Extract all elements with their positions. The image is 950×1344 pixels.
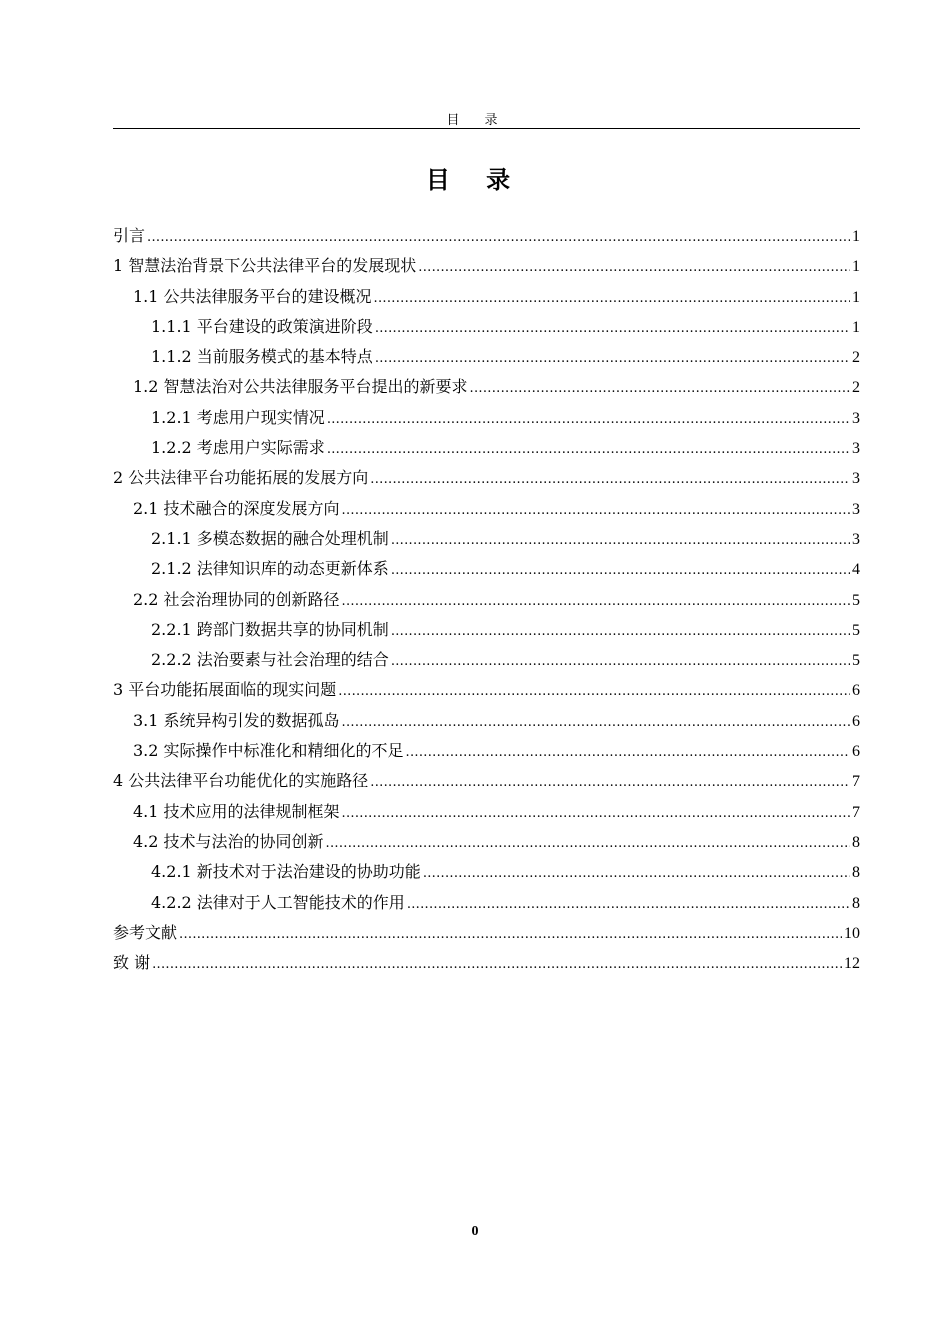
toc-entry-page: 5 bbox=[852, 591, 860, 609]
toc-entry-page: 2 bbox=[852, 379, 860, 397]
toc-entry-page: 7 bbox=[852, 803, 860, 821]
toc-entry-page: 4 bbox=[852, 561, 860, 579]
toc-entry[interactable] bbox=[113, 312, 860, 342]
toc-entry[interactable] bbox=[113, 706, 860, 736]
toc-entry[interactable] bbox=[113, 797, 860, 827]
toc-entry-label: 1.1.1 平台建设的政策演进阶段 bbox=[151, 316, 373, 336]
toc-entry[interactable] bbox=[113, 282, 860, 312]
toc-entry[interactable] bbox=[113, 221, 860, 251]
toc-entry-page: 1 bbox=[852, 258, 860, 276]
table-of-contents bbox=[113, 221, 860, 978]
toc-entry-page: 6 bbox=[852, 743, 860, 761]
toc-entry-label: 4.1 技术应用的法律规制框架 bbox=[133, 801, 340, 821]
toc-entry-page: 8 bbox=[852, 833, 860, 851]
toc-entry-page: 1 bbox=[852, 318, 860, 336]
toc-entry-label: 4 公共法律平台功能优化的实施路径 bbox=[113, 771, 369, 791]
toc-leader-dots bbox=[342, 494, 850, 526]
toc-leader-dots bbox=[406, 736, 850, 768]
toc-entry[interactable] bbox=[113, 403, 860, 433]
toc-entry-label: 2.2.1 跨部门数据共享的协同机制 bbox=[151, 619, 389, 639]
toc-entry-label: 2.1.2 法律知识库的动态更新体系 bbox=[151, 559, 389, 579]
toc-leader-dots bbox=[327, 403, 850, 435]
toc-entry-label: 参考文献 bbox=[113, 922, 178, 942]
toc-leader-dots bbox=[391, 554, 850, 586]
toc-entry[interactable] bbox=[113, 372, 860, 402]
toc-entry-label: 1 智慧法治背景下公共法律平台的发展现状 bbox=[113, 256, 417, 276]
toc-entry-page: 3 bbox=[852, 409, 860, 427]
toc-leader-dots bbox=[375, 342, 850, 374]
header-rule bbox=[113, 128, 860, 129]
toc-entry-label: 4.2 技术与法治的协同创新 bbox=[133, 831, 324, 851]
toc-leader-dots bbox=[391, 524, 850, 556]
toc-entry-page: 1 bbox=[852, 228, 860, 245]
toc-entry-label: 1.1 公共法律服务平台的建设概况 bbox=[133, 286, 372, 306]
toc-entry[interactable] bbox=[113, 827, 860, 857]
toc-entry[interactable] bbox=[113, 251, 860, 281]
toc-entry[interactable] bbox=[113, 645, 860, 675]
toc-leader-dots bbox=[327, 433, 850, 465]
toc-entry-label: 4.2.2 法律对于人工智能技术的作用 bbox=[151, 892, 405, 912]
toc-leader-dots bbox=[338, 675, 850, 707]
toc-entry-label: 2.1.1 多模态数据的融合处理机制 bbox=[151, 528, 389, 548]
toc-entry[interactable] bbox=[113, 948, 860, 978]
toc-entry[interactable] bbox=[113, 857, 860, 887]
toc-entry[interactable] bbox=[113, 585, 860, 615]
toc-entry-label: 3 平台功能拓展面临的现实问题 bbox=[113, 680, 337, 700]
toc-leader-dots bbox=[179, 918, 842, 950]
toc-leader-dots bbox=[370, 766, 850, 798]
toc-entry[interactable] bbox=[113, 342, 860, 372]
toc-entry-page: 1 bbox=[852, 288, 860, 306]
toc-entry[interactable] bbox=[113, 918, 860, 948]
toc-entry[interactable] bbox=[113, 675, 860, 705]
toc-entry[interactable] bbox=[113, 736, 860, 766]
toc-leader-dots bbox=[470, 372, 850, 404]
toc-entry-label: 3.1 系统异构引发的数据孤岛 bbox=[133, 710, 340, 730]
toc-leader-dots bbox=[423, 857, 850, 889]
footer-page-number: 0 bbox=[471, 1224, 479, 1239]
toc-leader-dots bbox=[391, 615, 850, 647]
toc-entry[interactable] bbox=[113, 766, 860, 796]
toc-entry-page: 10 bbox=[844, 924, 860, 942]
toc-entry-label: 1.2.1 考虑用户现实情况 bbox=[151, 407, 325, 427]
toc-entry-page: 3 bbox=[852, 500, 860, 518]
toc-entry-page: 5 bbox=[852, 652, 860, 670]
page-title: 目 录 bbox=[425, 166, 525, 194]
toc-entry-label: 2.2.2 法治要素与社会治理的结合 bbox=[151, 650, 389, 670]
toc-leader-dots bbox=[342, 585, 850, 617]
toc-entry-label: 1.2.2 考虑用户实际需求 bbox=[151, 438, 325, 458]
toc-entry-page: 7 bbox=[852, 773, 860, 791]
toc-entry-label: 2.1 技术融合的深度发展方向 bbox=[133, 498, 340, 518]
toc-entry-page: 3 bbox=[852, 530, 860, 548]
toc-entry-label: 致 谢 bbox=[113, 953, 151, 973]
toc-entry-label: 3.2 实际操作中标准化和精细化的不足 bbox=[133, 741, 404, 761]
toc-leader-dots bbox=[147, 221, 850, 253]
toc-entry[interactable] bbox=[113, 463, 860, 493]
toc-entry[interactable] bbox=[113, 524, 860, 554]
toc-leader-dots bbox=[152, 948, 842, 980]
toc-entry-page: 3 bbox=[852, 470, 860, 488]
toc-leader-dots bbox=[326, 827, 850, 859]
toc-entry[interactable] bbox=[113, 494, 860, 524]
toc-leader-dots bbox=[391, 645, 850, 677]
toc-entry[interactable] bbox=[113, 615, 860, 645]
running-header: 目 录 bbox=[446, 113, 504, 128]
toc-entry-page: 3 bbox=[852, 440, 860, 458]
toc-entry-page: 2 bbox=[852, 349, 860, 367]
toc-entry-page: 6 bbox=[852, 712, 860, 730]
toc-entry-page: 6 bbox=[852, 682, 860, 700]
toc-leader-dots bbox=[375, 312, 850, 344]
toc-leader-dots bbox=[407, 888, 850, 920]
toc-leader-dots bbox=[418, 251, 850, 283]
toc-entry-page: 12 bbox=[844, 955, 860, 973]
toc-leader-dots bbox=[370, 463, 850, 495]
toc-entry-label: 1.2 智慧法治对公共法律服务平台提出的新要求 bbox=[133, 377, 468, 397]
toc-leader-dots bbox=[342, 706, 850, 738]
toc-entry[interactable] bbox=[113, 433, 860, 463]
toc-entry-label: 引言 bbox=[113, 226, 146, 245]
toc-entry-page: 5 bbox=[852, 621, 860, 639]
toc-entry[interactable] bbox=[113, 554, 860, 584]
toc-entry-page: 8 bbox=[852, 894, 860, 912]
toc-leader-dots bbox=[342, 797, 850, 829]
toc-entry[interactable] bbox=[113, 888, 860, 918]
toc-entry-label: 4.2.1 新技术对于法治建设的协助功能 bbox=[151, 862, 421, 882]
toc-entry-label: 2.2 社会治理协同的创新路径 bbox=[133, 589, 340, 609]
toc-entry-page: 8 bbox=[852, 864, 860, 882]
toc-leader-dots bbox=[374, 282, 850, 314]
toc-entry-label: 2 公共法律平台功能拓展的发展方向 bbox=[113, 468, 369, 488]
toc-entry-label: 1.1.2 当前服务模式的基本特点 bbox=[151, 347, 373, 367]
